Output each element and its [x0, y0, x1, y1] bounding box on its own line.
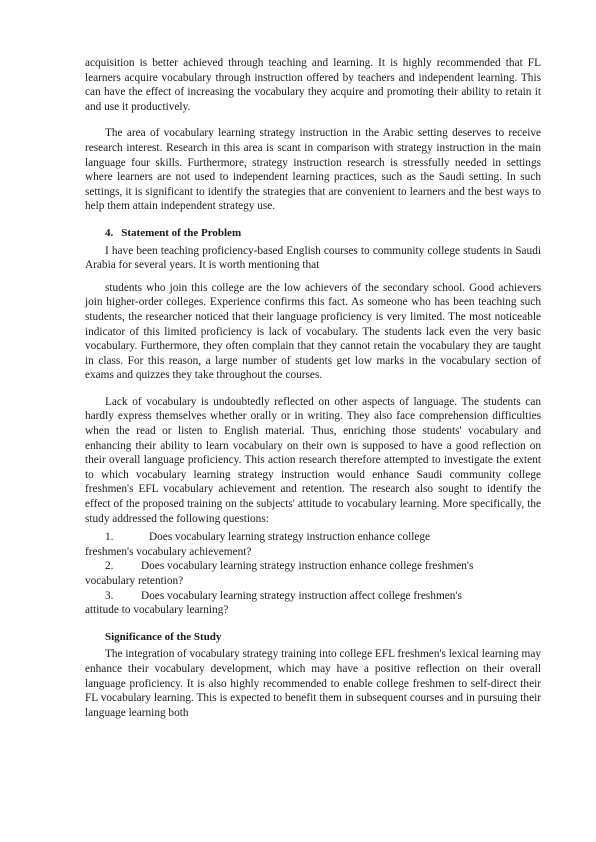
heading-statement-of-problem: [85, 226, 541, 241]
paragraph-significance: The integration of vocabulary strategy training into college EFL freshmen's lexical learning may enhance their vocabulary development, which may have a positive reflection on their overall language proficiency. It is also highly recommended to enable college freshmen to self-direct their FL vocabulary learning. This is expected to benefit them in subsequent courses and in pursuing their language learning both: [85, 648, 541, 719]
heading-significance-of-study: Significance of the Study: [105, 630, 222, 643]
research-questions-list: [85, 530, 541, 618]
research-question: 2. Does vocabulary learning strategy instruction enhance college freshmen's vocabulary retention?: [85, 560, 474, 587]
document-page: [85, 56, 541, 720]
heading-number: 4.: [105, 226, 114, 239]
heading-text: Statement of the Problem: [121, 226, 242, 239]
paragraph-lack-of-vocabulary: Lack of vocabulary is undoubtedly reflected on other aspects of language. The students can hardly express themselves whether orally or in writing. They also face comprehension difficulties when the read or listen to English material. Thus, enriching those students' vocabulary and enhancing their ability to learn vocabulary on their own is supposed to have a good reflection on their overall language proficiency. This action research therefore attempted to investigate the extent to which vocabulary learning strategy instruction would enhance Saudi community college freshmen's EFL vocabulary achievement and retention. The research also sought to identify the effect of the proposed training on the subjects' attitude to vocabulary learning. More specifically, the study addressed the following questions:: [85, 395, 541, 525]
paragraph-students-achievement: students who join this college are the low achievers of the secondary school. Good achievers join higher-order colleges. Experience confirms this fact. As someone who has been teaching such students, the researcher noticed that their language proficiency is very limited. The most noticeable indicator of this limited proficiency is lack of vocabulary. The students lack even the very basic vocabulary. Furthermore, they often complain that they cannot retain the vocabulary they are taught in class. For this reason, a large number of students get low marks in the vocabulary section of exams and quizzes they take throughout the courses.: [85, 281, 541, 382]
paragraph-teaching-intro: I have been teaching proficiency-based English courses to community college students in Saudi Arabia for several years. It is worth mentioning that: [85, 244, 541, 272]
research-question: 3. Does vocabulary learning strategy instruction affect college freshmen's attitude to vocabulary learning?: [85, 589, 462, 617]
research-question: 1. Does vocabulary learning strategy instruction enhance college freshmen's vocabulary achievement?: [85, 531, 431, 558]
paragraph-strategy-area: The area of vocabulary learning strategy instruction in the Arabic setting deserves to receive research interest. Research in this area is scant in comparison with strategy instruction in the main language four skills. Furthermore, strategy instruction research is stressfully needed in settings where learners are not used to independent learning practices, such as the Saudi setting. In such settings, it is significant to identify the strategies that are convenient to learners and the best ways to help them attain independent strategy use.: [85, 127, 541, 213]
paragraph-acquisition: acquisition is better achieved through teaching and learning. It is highly recommended that FL learners acquire vocabulary through instruction offered by teachers and independent learning. This can have the effect of increasing the vocabulary they acquire and promoting their ability to retain it and use it productively.: [85, 57, 541, 113]
